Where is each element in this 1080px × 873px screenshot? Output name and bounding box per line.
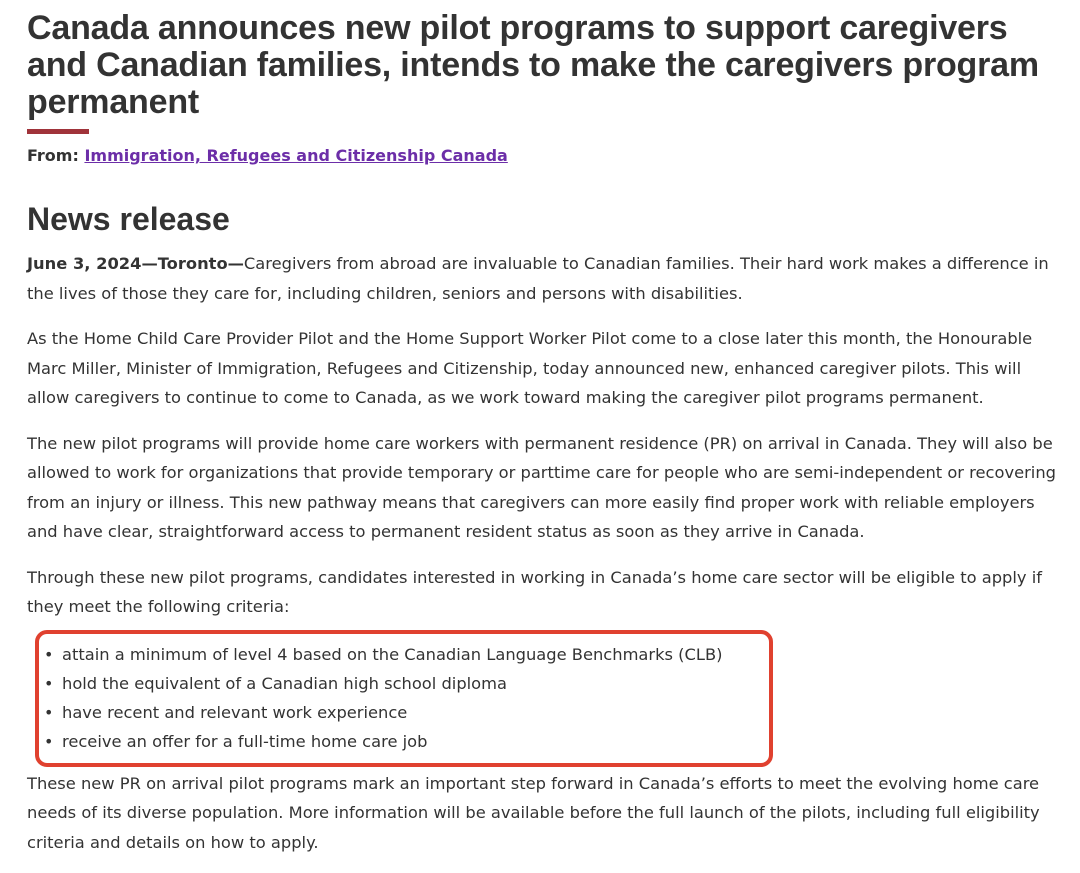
criteria-text: hold the equivalent of a Canadian high school diploma bbox=[62, 673, 507, 693]
bullet-icon: • bbox=[44, 732, 54, 752]
from-label: From: bbox=[27, 146, 79, 165]
list-item bbox=[39, 640, 759, 669]
news-article bbox=[27, 0, 1057, 857]
paragraph-pilots-closing: As the Home Child Care Provider Pilot and the Home Support Worker Pilot come to a close later this month, the Honourable Marc Miller, Minister of Immigration, Refugees and Citizenship, today announced new, enhanced caregiver pilots. This will allow caregivers to continue to come to Canada, as we work toward making the caregiver pilot programs permanent. bbox=[27, 329, 1033, 407]
bullet-icon: • bbox=[44, 673, 54, 693]
paragraph-intro-text: Caregivers from abroad are invaluable to Canadian families. Their hard work makes a difference in the lives of those they care for, including children, seniors and persons with disabilities. bbox=[27, 254, 1049, 303]
page-title: Canada announces new pilot programs to support caregivers and Canadian families, intends to make the caregivers program permanent bbox=[27, 9, 1039, 121]
from-line bbox=[27, 145, 1057, 167]
list-item bbox=[39, 669, 759, 698]
bullet-icon: • bbox=[44, 703, 54, 723]
bullet-icon: • bbox=[44, 644, 54, 664]
criteria-highlight-box bbox=[35, 630, 773, 767]
paragraph-intro bbox=[27, 249, 1057, 308]
criteria-text: attain a minimum of level 4 based on the Canadian Language Benchmarks (CLB) bbox=[62, 644, 723, 664]
criteria-text: have recent and relevant work experience bbox=[62, 703, 408, 723]
paragraph-pr-on-arrival: The new pilot programs will provide home care workers with permanent residence (PR) on arrival in Canada. They will also be allowed to work for organizations that provide temporary or parttime care for people who are semi-independent or recovering from an injury or illness. This new pathway means that caregivers can more easily find proper work with reliable employers and have clear, straightforward access to permanent resident status as soon as they arrive in Canada. bbox=[27, 433, 1056, 541]
department-link[interactable]: Immigration, Refugees and Citizenship Canada bbox=[84, 146, 508, 165]
list-item bbox=[39, 727, 759, 756]
criteria-text: receive an offer for a full-time home care job bbox=[62, 732, 428, 752]
title-underline bbox=[27, 129, 89, 134]
dateline: June 3, 2024—Toronto— bbox=[27, 254, 244, 273]
paragraph-closing: These new PR on arrival pilot programs mark an important step forward in Canada’s efforts to meet the evolving home care needs of its diverse population. More information will be available before the full launch of the pilots, including full eligibility criteria and details on how to apply. bbox=[27, 773, 1040, 852]
paragraph-criteria-intro: Through these new pilot programs, candidates interested in working in Canada’s home care sector will be eligible to apply if they meet the following criteria: bbox=[27, 567, 1042, 616]
list-item bbox=[39, 698, 759, 727]
section-heading: News release bbox=[27, 201, 230, 237]
criteria-list bbox=[39, 640, 759, 757]
